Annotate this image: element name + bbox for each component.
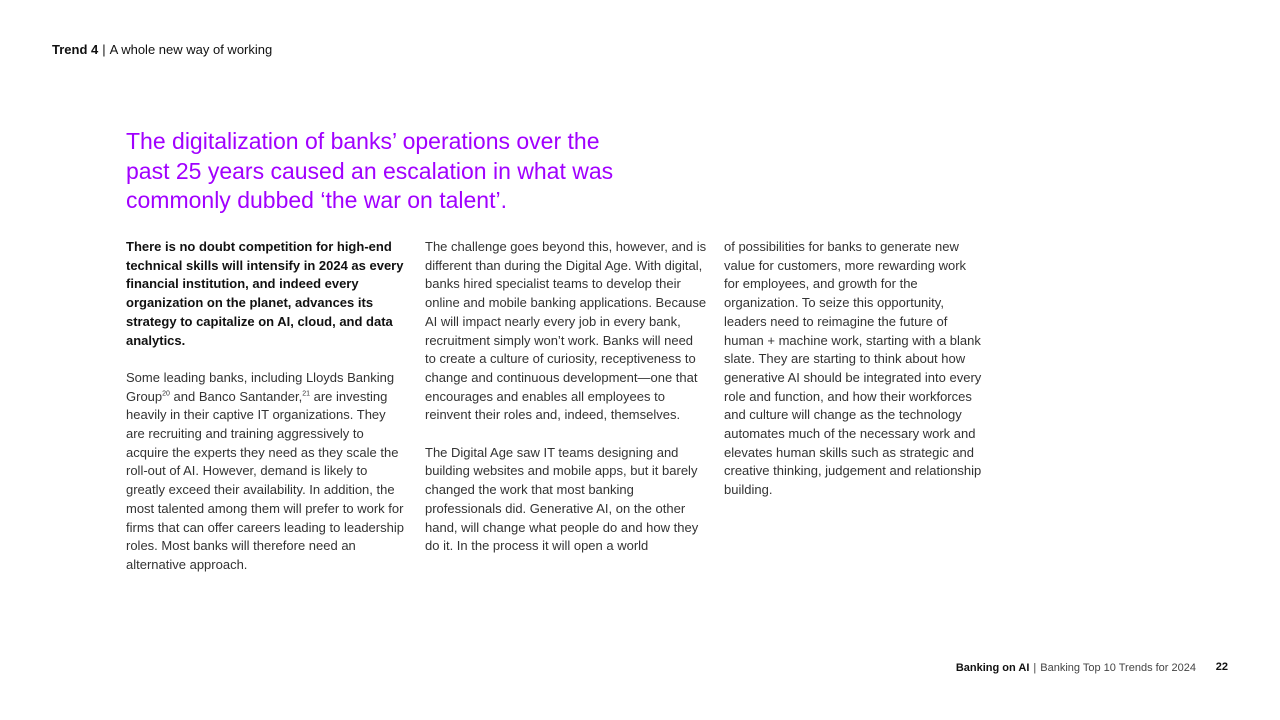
section-title: A whole new way of working <box>109 42 273 57</box>
page-number: 22 <box>1215 661 1228 673</box>
page-footer <box>956 662 1196 674</box>
footnote-ref[interactable]: 20 <box>162 390 170 398</box>
headline: The digitalization of banks’ operations over the past 25 years caused an escalation in what was commonly dubbed ‘the war on talent’. <box>126 128 614 213</box>
footer-subtitle: Banking Top 10 Trends for 2024 <box>1040 662 1196 674</box>
header-separator: | <box>102 42 106 57</box>
footer-brand: Banking on AI <box>955 662 1030 674</box>
column-3 <box>724 238 982 500</box>
body-paragraph: The challenge goes beyond this, however, and is different than during the Digital Age. With digital, banks hired specialist teams to develop their online and mobile banking applications. Because AI will impact nearly every job in every bank, recruitment simply won’t work. Banks will need to create a culture of curiosity, receptiveness to change and continuous development—one that encourages and enables all employees to reinvent their roles and, indeed, themselves. <box>425 239 707 423</box>
footer-separator: | <box>1033 662 1037 674</box>
page-header <box>52 42 272 57</box>
body-paragraph <box>126 369 408 575</box>
body-paragraph: of possibilities for banks to generate new value for customers, more rewarding work for employees, and growth for the organization. To seize this opportunity, leaders need to reimagine the future of human + machine work, starting with a blank slate. They are starting to think about how generative AI should be integrated into every role and function, and how their workforces and culture will change as the technology automates much of the necessary work and elevates human skills such as strategic and creative thinking, judgement and relationship building. <box>724 239 982 498</box>
text-span: and Banco Santander, <box>169 388 303 404</box>
column-1 <box>126 238 408 575</box>
lead-paragraph: There is no doubt competition for high-end technical skills will intensify in 2024 as every financial institution, and indeed every organization on the planet, advances its strategy to capitalize on AI, cloud, and data analytics. <box>126 239 404 348</box>
trend-label: Trend 4 <box>52 42 99 57</box>
column-2 <box>425 238 707 556</box>
text-span: Some leading banks, including Lloyds Banking Group <box>126 369 395 404</box>
footnote-ref[interactable]: 21 <box>302 390 311 398</box>
body-paragraph: The Digital Age saw IT teams designing and building websites and mobile apps, but it barely changed the work that most banking professionals did. Generative AI, on the other hand, will change what people do and how they do it. In the process it will open a world <box>425 444 699 554</box>
text-span: are investing heavily in their captive IT organizations. They are recruiting and training aggressively to acquire the experts they need as they scale the roll-out of AI. However, demand is likely to greatly exceed their availability. In addition, the most talented among them will prefer to work for firms that can offer careers leading to leadership roles. Most banks will therefore need an alternative approach. <box>126 388 404 572</box>
